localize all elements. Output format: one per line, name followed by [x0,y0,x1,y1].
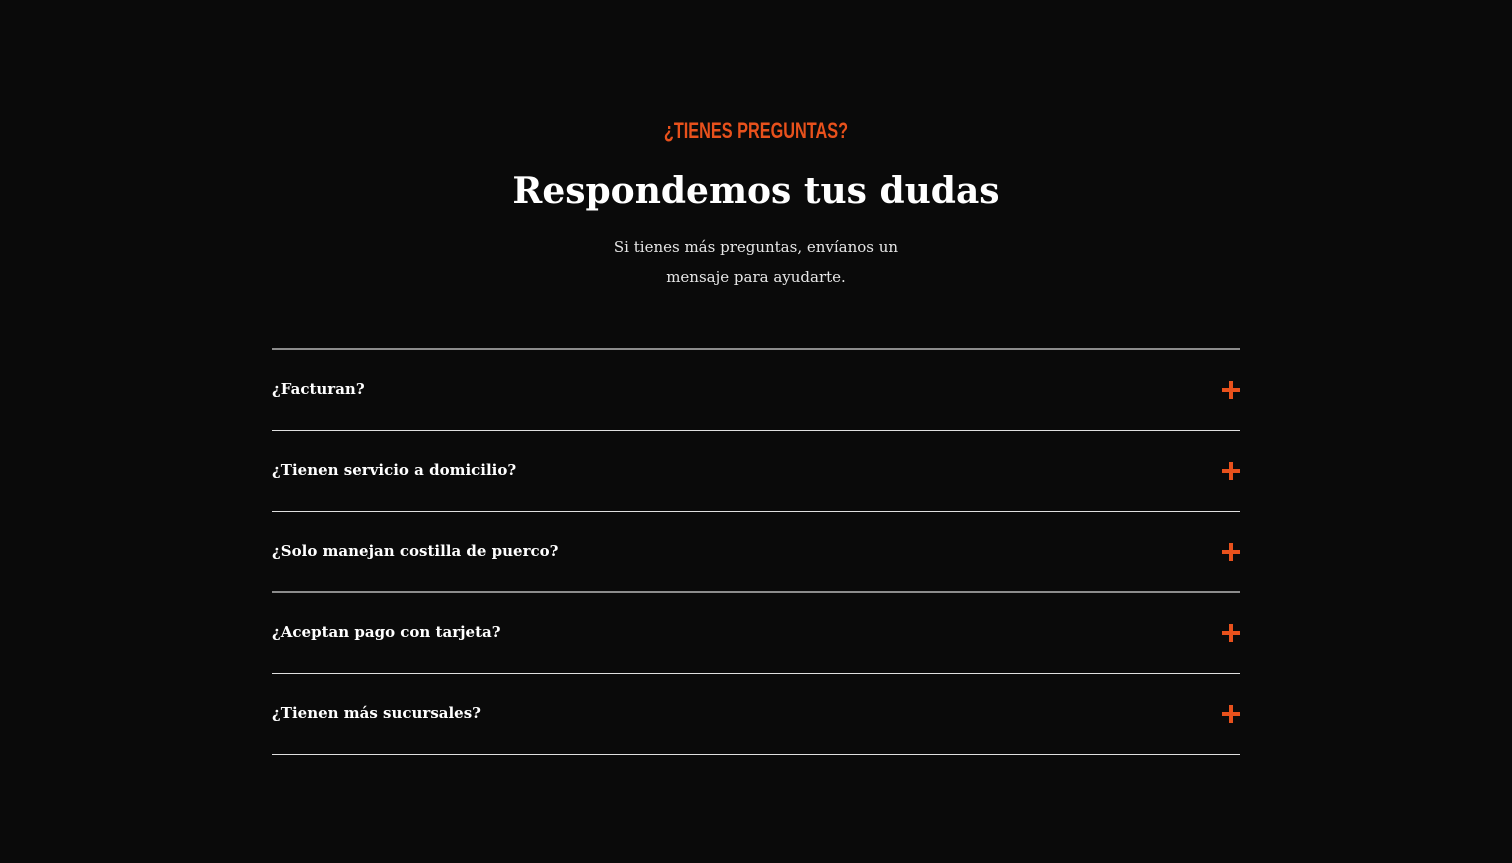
faq-item-facturan[interactable] [272,350,1240,431]
plus-icon[interactable] [1222,543,1240,561]
plus-icon[interactable] [1222,705,1240,723]
section-subtitle: Si tienes más preguntas, envíanos un mensaje para ayudarte. [613,238,899,286]
faq-list [272,348,1240,755]
faq-question[interactable]: ¿Tienen más sucursales? [272,704,481,722]
faq-question[interactable]: ¿Solo manejan costilla de puerco? [272,542,559,560]
page-title: Respondemos tus dudas [512,170,1000,212]
faq-item-pago-tarjeta[interactable] [272,593,1240,674]
faq-item-costilla-puerco[interactable] [272,512,1240,593]
faq-question[interactable]: ¿Tienen servicio a domicilio? [272,461,517,479]
plus-icon[interactable] [1222,462,1240,480]
faq-question[interactable]: ¿Aceptan pago con tarjeta? [272,623,501,641]
faq-item-servicio-domicilio[interactable] [272,431,1240,512]
plus-icon[interactable] [1222,624,1240,642]
plus-icon[interactable] [1222,381,1240,399]
faq-question[interactable]: ¿Facturan? [272,380,365,398]
section-eyebrow: ¿TIENES PREGUNTAS? [663,118,849,143]
faq-item-sucursales[interactable] [272,674,1240,755]
